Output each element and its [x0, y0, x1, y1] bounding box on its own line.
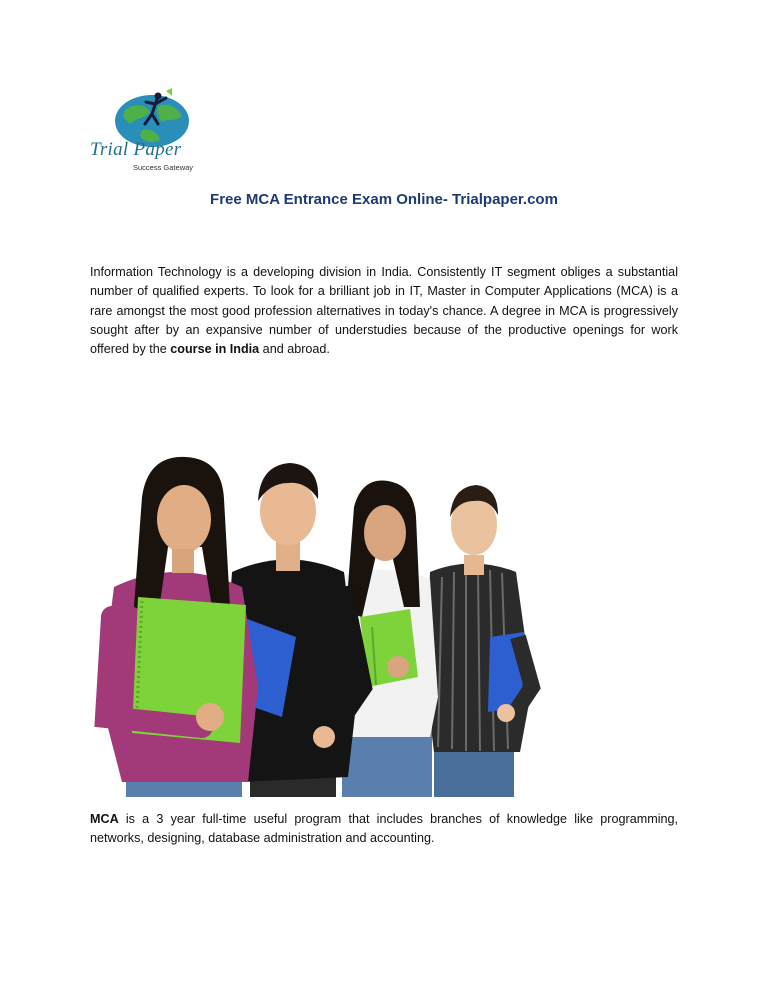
intro-text-end: and abroad. — [259, 342, 330, 357]
mca-text: is a 3 year full-time useful program that includes branches of knowledge like programming, networks, designing, database administration and accounting. — [90, 812, 678, 846]
trial-paper-logo — [88, 88, 220, 178]
student-4-figure — [426, 485, 532, 797]
logo-tagline: Success Gateway — [133, 163, 194, 172]
intro-text: Information Technology is a developing division in India. Consistently IT segment obliges a substantial number of qualified experts. To look for a brilliant job in IT, Master in Computer Applications (MCA) is a rare amongst the most good profession alternatives in today's chance. A degree in MCA is progressively sought after by an expansive number of understudies because of the productive openings for work offered by the — [90, 265, 678, 357]
student-1-figure — [100, 457, 258, 797]
course-link-text: course in India — [170, 342, 260, 357]
mca-paragraph — [90, 810, 678, 849]
intro-paragraph — [90, 263, 678, 359]
mca-label: MCA — [90, 812, 119, 826]
logo-name: Trial Paper — [90, 139, 182, 160]
page-title: Free MCA Entrance Exam Online- Trialpaper.com — [210, 191, 558, 208]
students-photo — [92, 437, 572, 797]
